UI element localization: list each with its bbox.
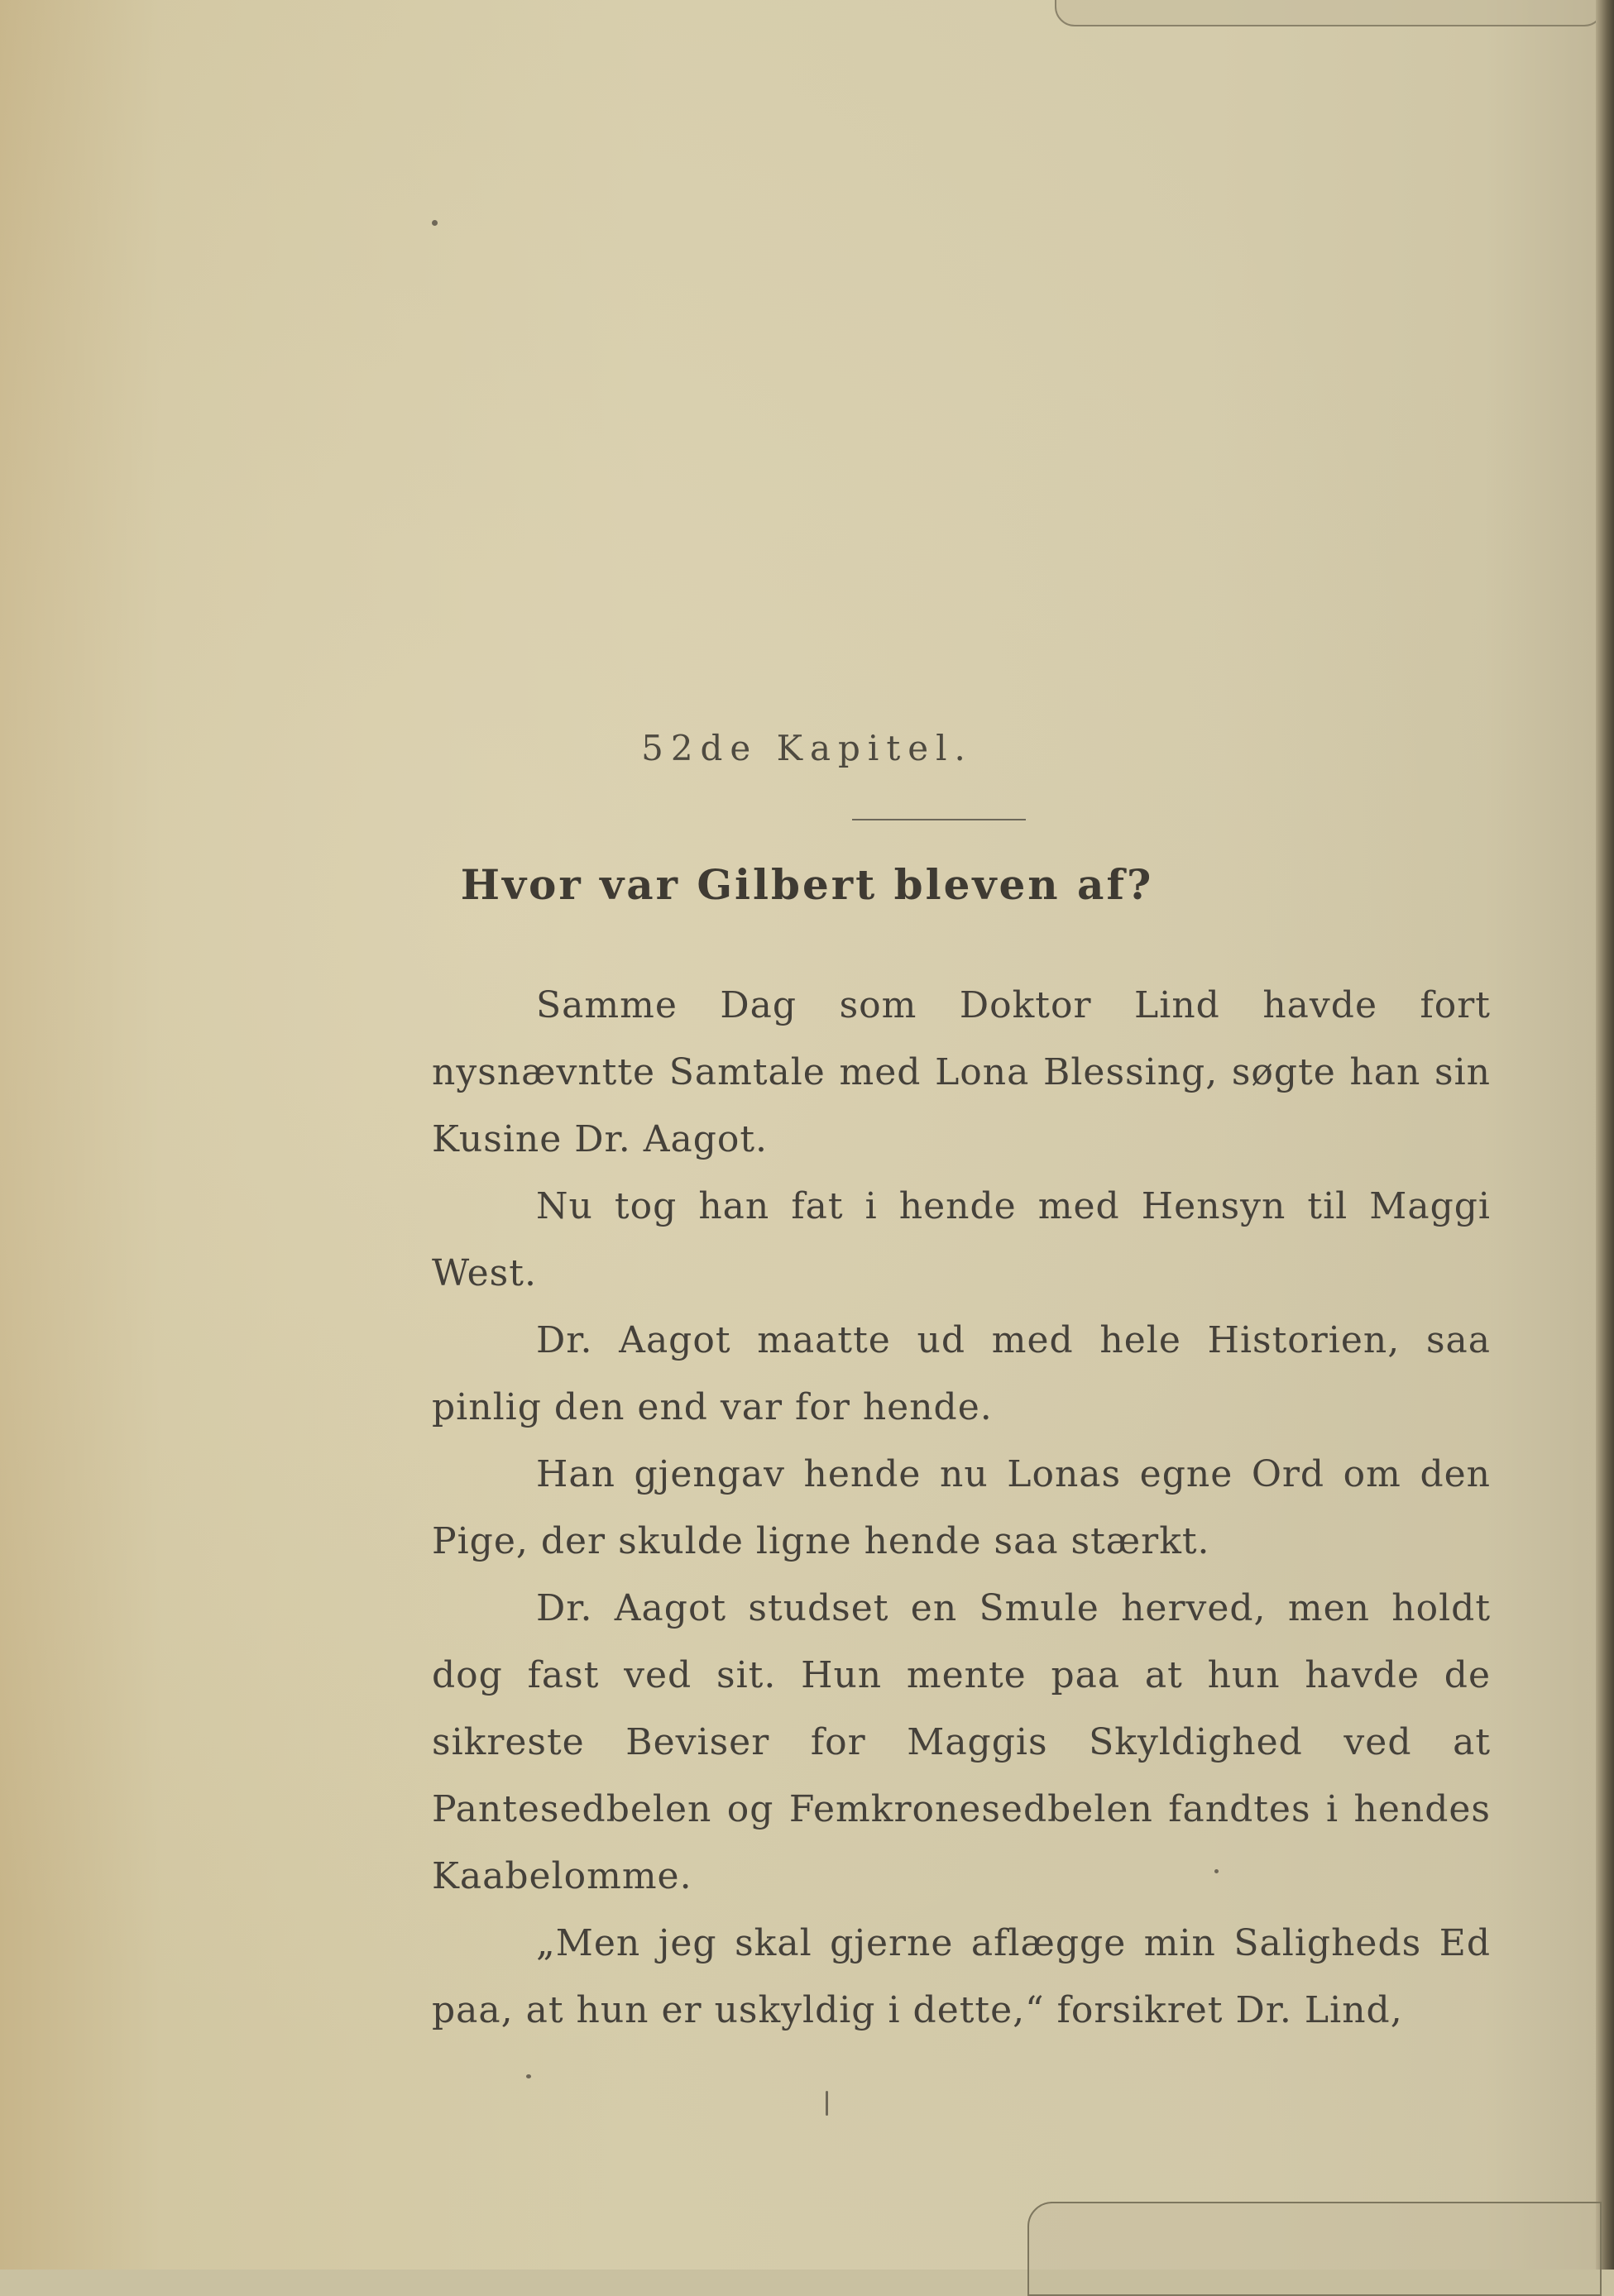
page-tab-bottom [1027, 2202, 1602, 2296]
paragraph: Dr. Aagot maatte ud med hele Historien, saa pinlig den end var for hende. [432, 1319, 1491, 1428]
page-tab-top [1055, 0, 1604, 26]
chapter-label: 52de Kapitel. [641, 728, 973, 768]
page-edge-shadow [1596, 0, 1614, 2270]
paragraph: „Men jeg skal gjerne aflægge min Saligheds Ed paa, at hun er uskyldig i dette,“ forsikret Dr. Lind, [432, 1922, 1491, 2031]
paragraph: Samme Dag som Doktor Lind havde fort nysnævntte Samtale med Lona Blessing, søgte han sin Kusine Dr. Aagot. [432, 984, 1491, 1160]
chapter-body [432, 972, 1491, 2044]
paper-speck [432, 220, 438, 226]
paragraph: Dr. Aagot studset en Smule herved, men holdt dog fast ved sit. Hun mente paa at hun havde de sikreste Beviser for Maggis Skyldighed ved at Pantesedbelen og Femkronesedbelen fandtes i hendes Kaabelomme. [432, 1587, 1491, 1897]
paragraph: Han gjengav hende nu Lonas egne Ord om den Pige, der skulde ligne hende saa stærkt. [432, 1453, 1491, 1562]
paragraph: Nu tog han fat i hende med Hensyn til Maggi West. [432, 1185, 1491, 1294]
paper-speck [526, 2074, 531, 2078]
chapter-title: Hvor var Gilbert bleven af? [460, 860, 1154, 909]
paper-speck [826, 2091, 828, 2116]
chapter-rule [852, 819, 1026, 820]
